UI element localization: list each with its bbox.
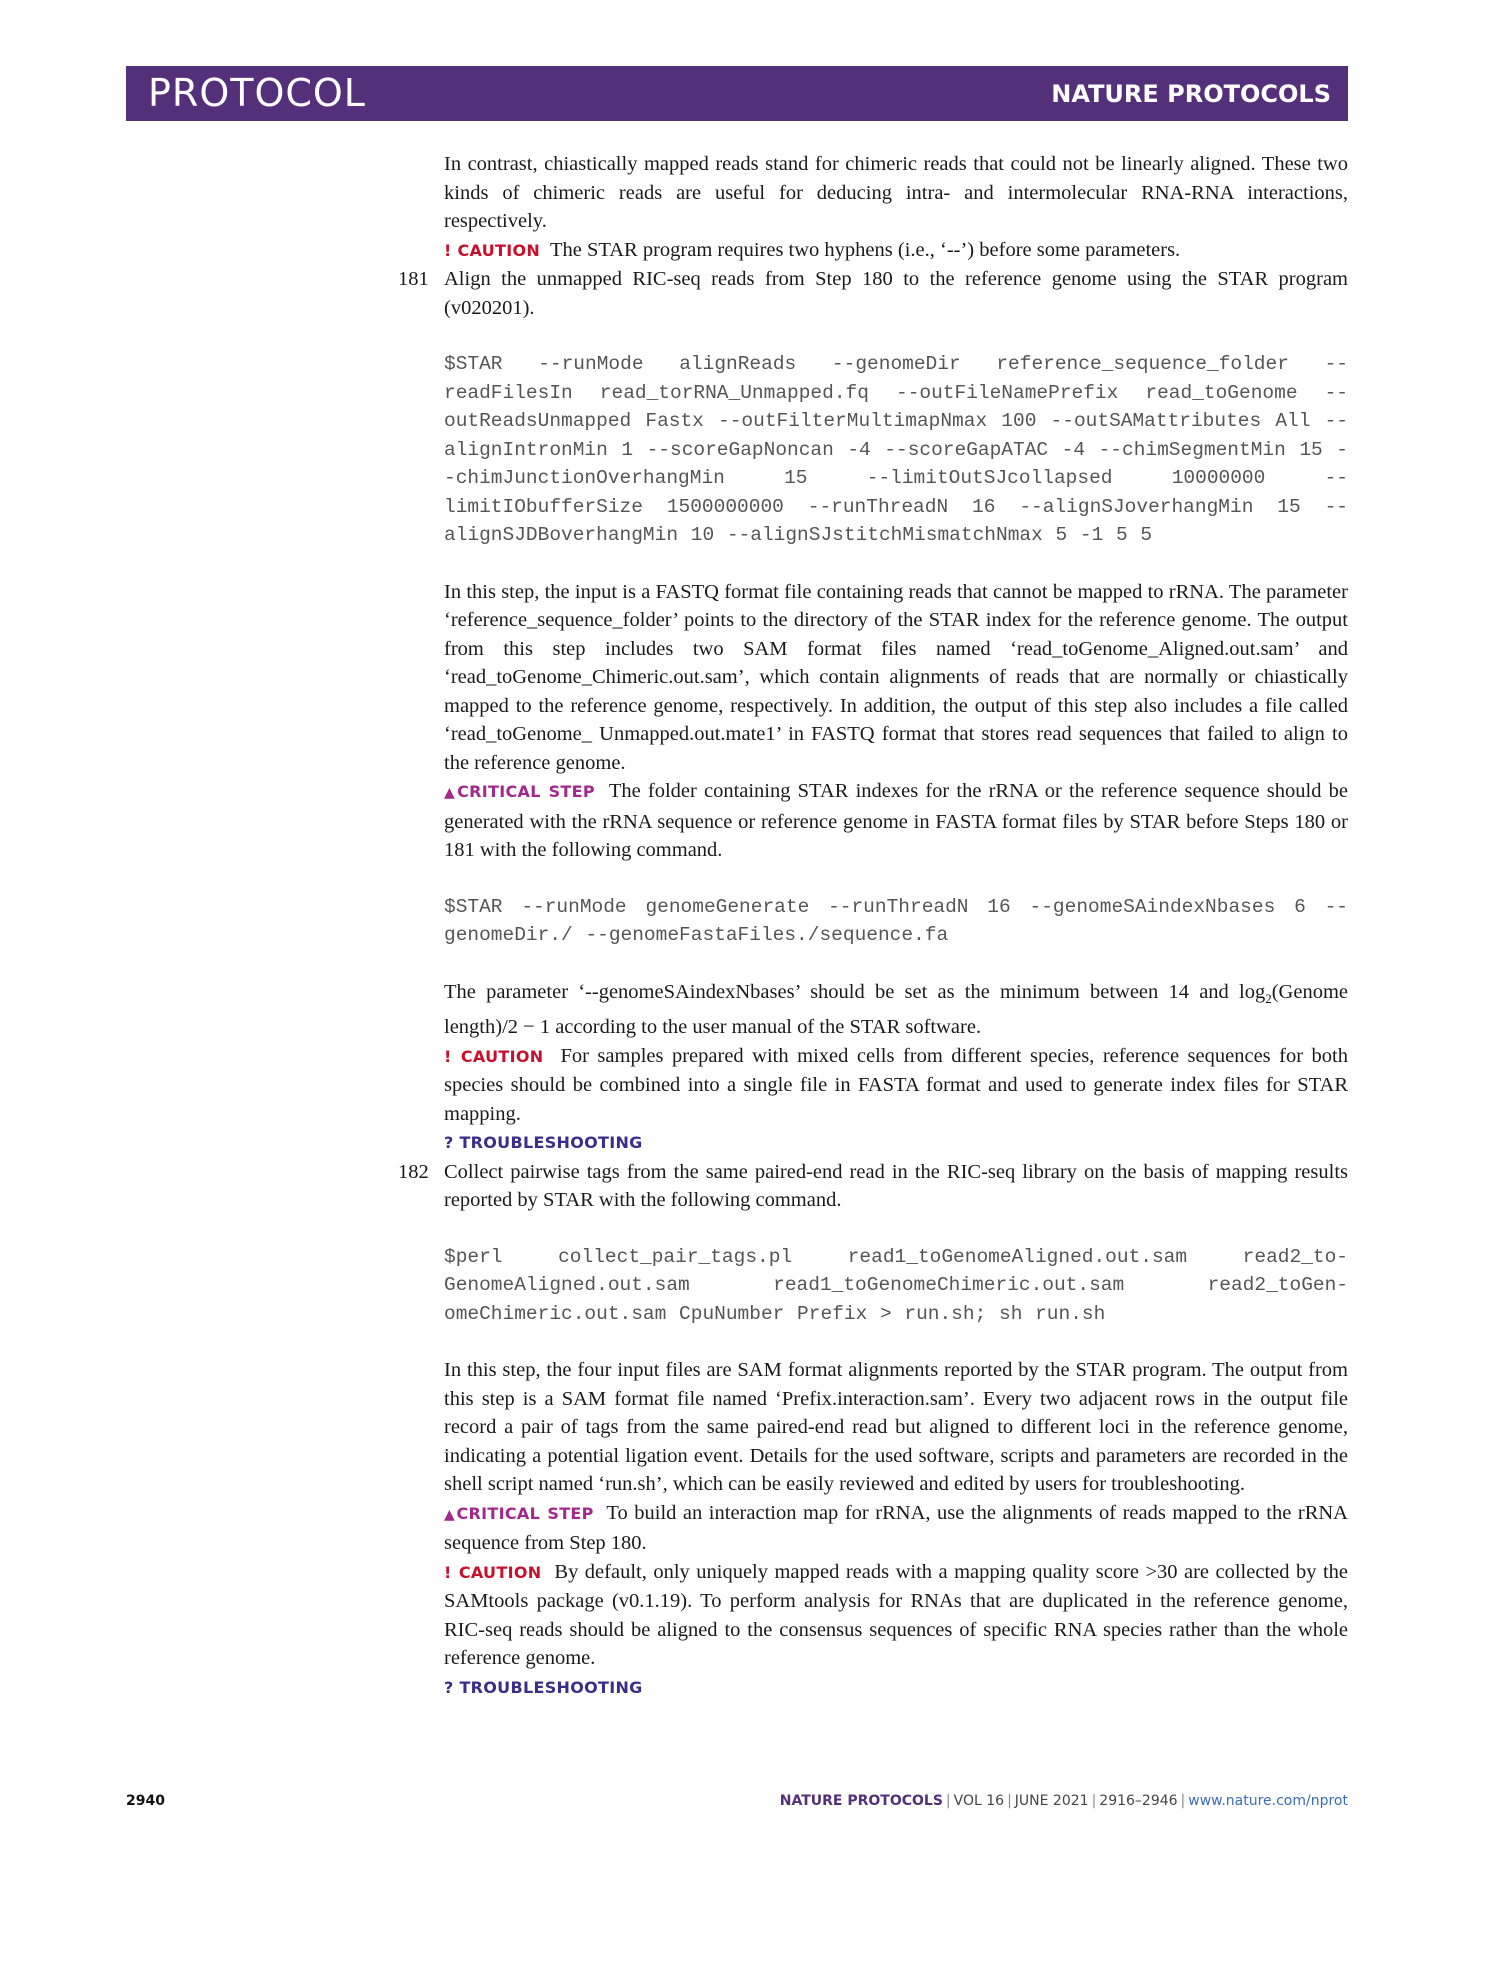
subscript: 2 xyxy=(1265,990,1272,1006)
page-header-banner xyxy=(126,66,1348,121)
critical-step-note-1 xyxy=(444,777,1348,865)
intro-paragraph: In contrast, chiastically mapped reads stand for chimeric reads that could not be linearly aligned. These two kinds of chimeric reads are useful for deducing intra- and intermolecular RNA-RNA interactions, respectively. xyxy=(444,153,1348,232)
critical-step-text: The folder containing STAR indexes for the rRNA or the reference sequence should be generated with the rRNA sequence or reference genome in FASTA format files by STAR before Steps 180 or 181 with the following command. xyxy=(444,780,1348,861)
code-block-genome-generate: $STAR --runMode genomeGenerate --runThreadN 16 --genomeSAindexNbases 6 --genomeDir./ --genomeFastaFiles./sequence.fa xyxy=(444,895,1348,946)
main-content xyxy=(398,150,1348,1702)
caution-label: ! CAUTION xyxy=(444,1046,544,1066)
critical-step-note-2 xyxy=(444,1499,1348,1558)
code-block-collect-pair-tags: $perl collect_pair_tags.pl read1_toGenomeAligned.out.sam read2_toGenomeAligned.out.sam read1_toGenomeChimeric.out.sam read2_toGenomeChimeric.out.sam CpuNumber Prefix > run.sh; sh run.sh xyxy=(444,1245,1348,1325)
caution-text: By default, only uniquely mapped reads with a mapping quality score >30 are collected by the SAMtools package (v0.1.19). To perform analysis for RNAs that are duplicated in the reference genome, RIC-seq reads should be aligned to the consensus sequences of specific RNA species rather than the whole reference genome. xyxy=(444,1560,1348,1670)
troubleshooting-label-1: ? TROUBLESHOOTING xyxy=(444,1133,643,1153)
footer-journal: NATURE PROTOCOLS xyxy=(779,1793,943,1809)
caution-label: ! CAUTION xyxy=(444,240,541,260)
caution-note-3 xyxy=(444,1558,1348,1673)
critical-step-text: To build an interaction map for rRNA, use the alignments of reads mapped to the rRNA sequence from Step 180. xyxy=(444,1501,1348,1555)
triangle-icon: ▲ xyxy=(444,785,458,801)
step-182-paragraph: In this step, the four input files are SAM format alignments reported by the STAR program. The output from this step is a SAM format file named ‘Prefix.interaction.sam’. Every two adjacent rows in the output file record a pair of tags from the same paired-end read but aligned to different loci in the reference genome, indicating a potential ligation event. Details for the used software, scripts and parameters are recorded in the shell script named ‘run.sh’, which can be easily reviewed and edited by users for troubleshooting. xyxy=(444,1359,1348,1496)
step-181-paragraph: In this step, the input is a FASTQ format file containing reads that cannot be mapped to rRNA. The parameter ‘reference_sequence_folder’ points to the directory of the STAR index for the reference genome. The output from this step includes two SAM format files named ‘read_toGenome_Aligned.out.sam’ and ‘read_toGenome_Chimeric.out.sam’, which contain alignments of reads that are normally or chiastically mapped to the reference genome, respectively. In addition, the output of this step also includes a file called ‘read_toGenome_ Unmapped.out.mate1’ in FASTQ format that stores read sequences that failed to align to the reference genome. xyxy=(444,580,1348,774)
footer-url-link[interactable]: www.nature.com/nprot xyxy=(1188,1793,1348,1809)
caution-note-2 xyxy=(444,1042,1348,1129)
citation-line: NATURE PROTOCOLS | VOL 16 | JUNE 2021 | 2916–2946 | www.nature.com/nprot xyxy=(779,1793,1348,1809)
troubleshooting-label-2: ? TROUBLESHOOTING xyxy=(444,1677,643,1697)
caution-label: ! CAUTION xyxy=(444,1562,542,1582)
caution-note-1 xyxy=(444,236,1348,266)
code-block-star-align: $STAR --runMode alignReads --genomeDir reference_sequence_folder --readFilesIn read_torRNA_Unmapped.fq --outFileNamePrefix read_toGenome --outReadsUnmapped Fastx --outFilterMultimapNmax 100 --outSAMattributes All --alignIntronMin 1 --scoreGapNoncan -4 --scoreGapATAC -4 --chimSegmentMin 15 --chimJunctionOverhangMin 15 --limitOutSJcollapsed 10000000 --limitIObufferSize 1500000000 --runThreadN 16 --alignSJoverhangMin 15 --alignSJDBoverhangMin 10 --alignSJstitchMismatchNmax 5 -1 5 5 xyxy=(444,353,1348,546)
page-number: 2940 xyxy=(126,1793,165,1809)
step-182 xyxy=(398,1158,1348,1215)
footer-pages: 2916–2946 xyxy=(1099,1793,1178,1809)
step-number: 181 xyxy=(398,268,429,290)
step-181 xyxy=(398,265,1348,322)
caution-text: For samples prepared with mixed cells from different species, reference sequences for both species should be combined into a single file in FASTA format and used to generate index files for STAR mapping. xyxy=(444,1044,1348,1125)
critical-step-label: ▲CRITICAL STEP xyxy=(444,782,595,801)
footer-date: JUNE 2021 xyxy=(1014,1793,1089,1809)
step-text: Align the unmapped RIC-seq reads from Step 180 to the reference genome using the STAR program (v020201). xyxy=(444,268,1348,319)
caution-text: The STAR program requires two hyphens (i.e., ‘--’) before some parameters. xyxy=(549,238,1181,261)
step-number: 182 xyxy=(398,1160,429,1183)
footer-volume: VOL 16 xyxy=(953,1793,1005,1809)
page-footer xyxy=(126,1793,1348,1815)
step-text: Collect pairwise tags from the same paired-end read in the RIC-seq library on the basis of mapping results reported by STAR with the following command. xyxy=(444,1160,1348,1212)
journal-name: NATURE PROTOCOLS xyxy=(1051,80,1331,108)
triangle-icon: ▲ xyxy=(444,1506,457,1523)
section-label: PROTOCOL xyxy=(148,71,366,115)
parameter-paragraph: The parameter ‘--genomeSAindexNbases’ should be set as the minimum between 14 and $\log_2(Genome$ length)/2 − 1 according to the user manual of the STAR software. xyxy=(444,980,1348,1039)
critical-step-label: ▲CRITICAL STEP xyxy=(444,1503,594,1523)
